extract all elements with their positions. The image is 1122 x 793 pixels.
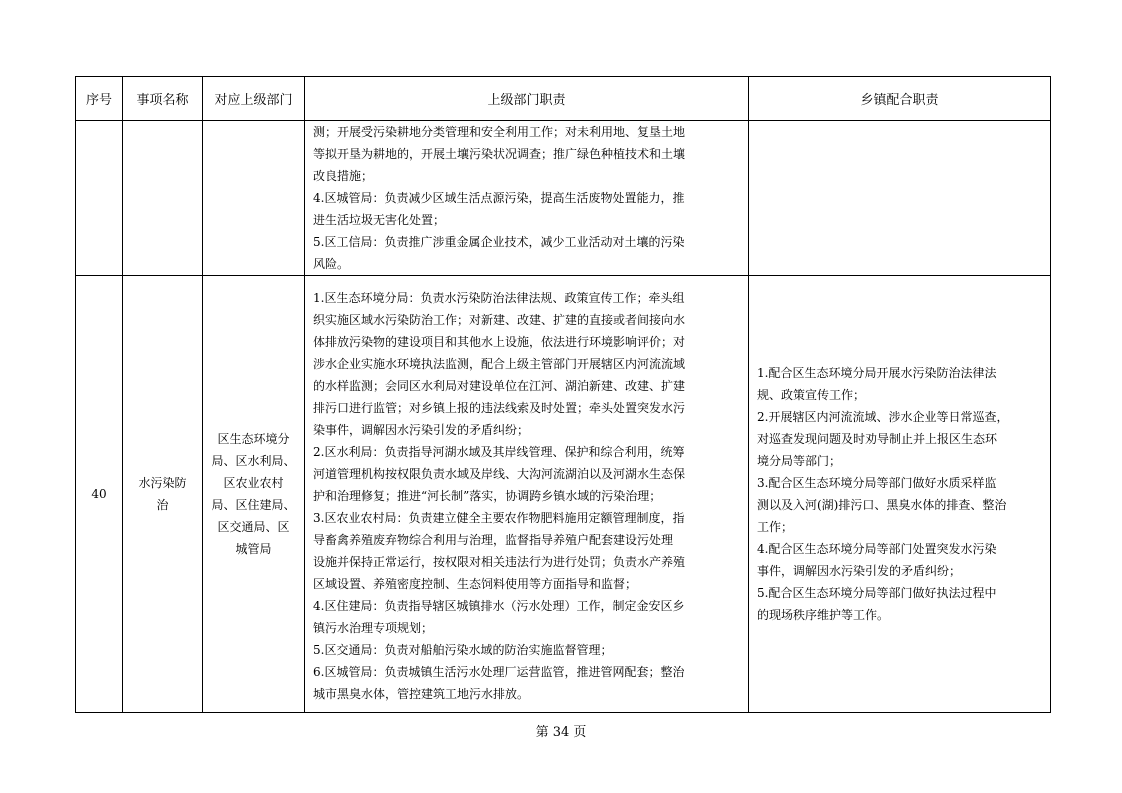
- header-upper-dept: 对应上级部门: [203, 77, 305, 121]
- table-row-continued: [76, 121, 1051, 276]
- header-town-duties: 乡镇配合职责: [749, 77, 1051, 121]
- header-upper-duties: 上级部门职责: [305, 77, 749, 121]
- cell-item-40: [123, 276, 203, 713]
- seq-number: 40: [91, 487, 107, 501]
- cell-seq-continued: [76, 121, 123, 276]
- item-name: 水污染防 治: [138, 476, 187, 512]
- header-row: [76, 77, 1051, 121]
- cell-dept-continued: [203, 121, 305, 276]
- town-duties-text: 1.配合区生态环境分局开展水污染防治法律法 规、政策宣传工作； 2.开展辖区内河流流域、涉水企业等日常巡查， 对巡查发现问题及时劝导制止并上报区生态环 境分局等部门； 3.配合区生态环境分局等部门做好水质采样监 测以及入河(湖)排污口、黑臭水体的排查、整治 工作； 4.配合区生态环境分局等部门处置突发水污染 事件，调解因水污染引发的矛盾纠纷； 5.配合区生态环境分局等部门做好执法过程中 的现场秩序维护等工作。: [757, 366, 1009, 622]
- header-item-name: 事项名称: [123, 77, 203, 121]
- cell-seq-40: [76, 276, 123, 713]
- page-number: 第 34 页: [535, 725, 587, 740]
- cell-town-40: [749, 276, 1051, 713]
- cell-town-continued: [749, 121, 1051, 276]
- upper-dept-list: 区生态环境分 局、区水利局、 区农业农村 局、区住建局、 区交通局、区 城管局: [211, 432, 296, 556]
- cell-upper-continued: [305, 121, 749, 276]
- upper-duties-text-continued: 测；开展受污染耕地分类管理和安全利用工作；对未利用地、复垦土地 等拟开垦为耕地的，开展土壤污染状况调查；推广绿色种植技术和土壤 改良措施； 4.区城管局：负责减少区域生活点源污染，提高生活废物处置能力，推 进生活垃圾无害化处置； 5.区工信局：负责推广涉重金属企业技术，减少工业活动对土壤的污染 风险。: [313, 125, 686, 271]
- duty-table: [75, 76, 1051, 713]
- table-row-40: [76, 276, 1051, 713]
- cell-dept-40: [203, 276, 305, 713]
- cell-item-continued: [123, 121, 203, 276]
- upper-duties-text: 1.区生态环境分局：负责水污染防治法律法规、政策宣传工作；牵头组 织实施区域水污染防治工作；对新建、改建、扩建的直接或者间接向水 体排放污染物的建设项目和其他水上设施，依法进行环境影响评价；对 涉水企业实施水环境执法监测，配合上级主管部门开展辖区内河流流域 的水样监测；会同区水利局对建设单位在江河、湖泊新建、改建、扩建 排污口进行监管；对乡镇上报的违法线索及时处置；牵头处置突发水污 染事件，调解因水污染引发的矛盾纠纷； 2.区水利局：负责指导河湖水域及其岸线管理、保护和综合利用，统筹 河道管理机构按权限负责水域及岸线、大沟河流湖泊以及河湖水生态保 护和治理修复；推进“河长制”落实，协调跨乡镇水域的污染治理； 3.区农业农村局：负责建立健全主要农作物肥料施用定额管理制度，指 导畜禽养殖废弃物综合利用与治理，监督指导养殖户配套建设污处理 设施并保持正常运行，按权限对相关违法行为进行处罚；负责水产养殖 区域设置、养殖密度控制、生态饲料使用等方面指导和监督； 4.区住建局：负责指导辖区城镇排水（污水处理）工作，制定金安区乡 镇污水治理专项规划； 5.区交通局：负责对船舶污染水域的防治实施监督管理； 6.区城管局：负责城镇生活污水处理厂运营监管，推进管网配套；整治 城市黑臭水体，管控建筑工地污水排放。: [313, 291, 686, 701]
- header-seq: 序号: [76, 77, 123, 121]
- cell-upper-40: [305, 276, 749, 713]
